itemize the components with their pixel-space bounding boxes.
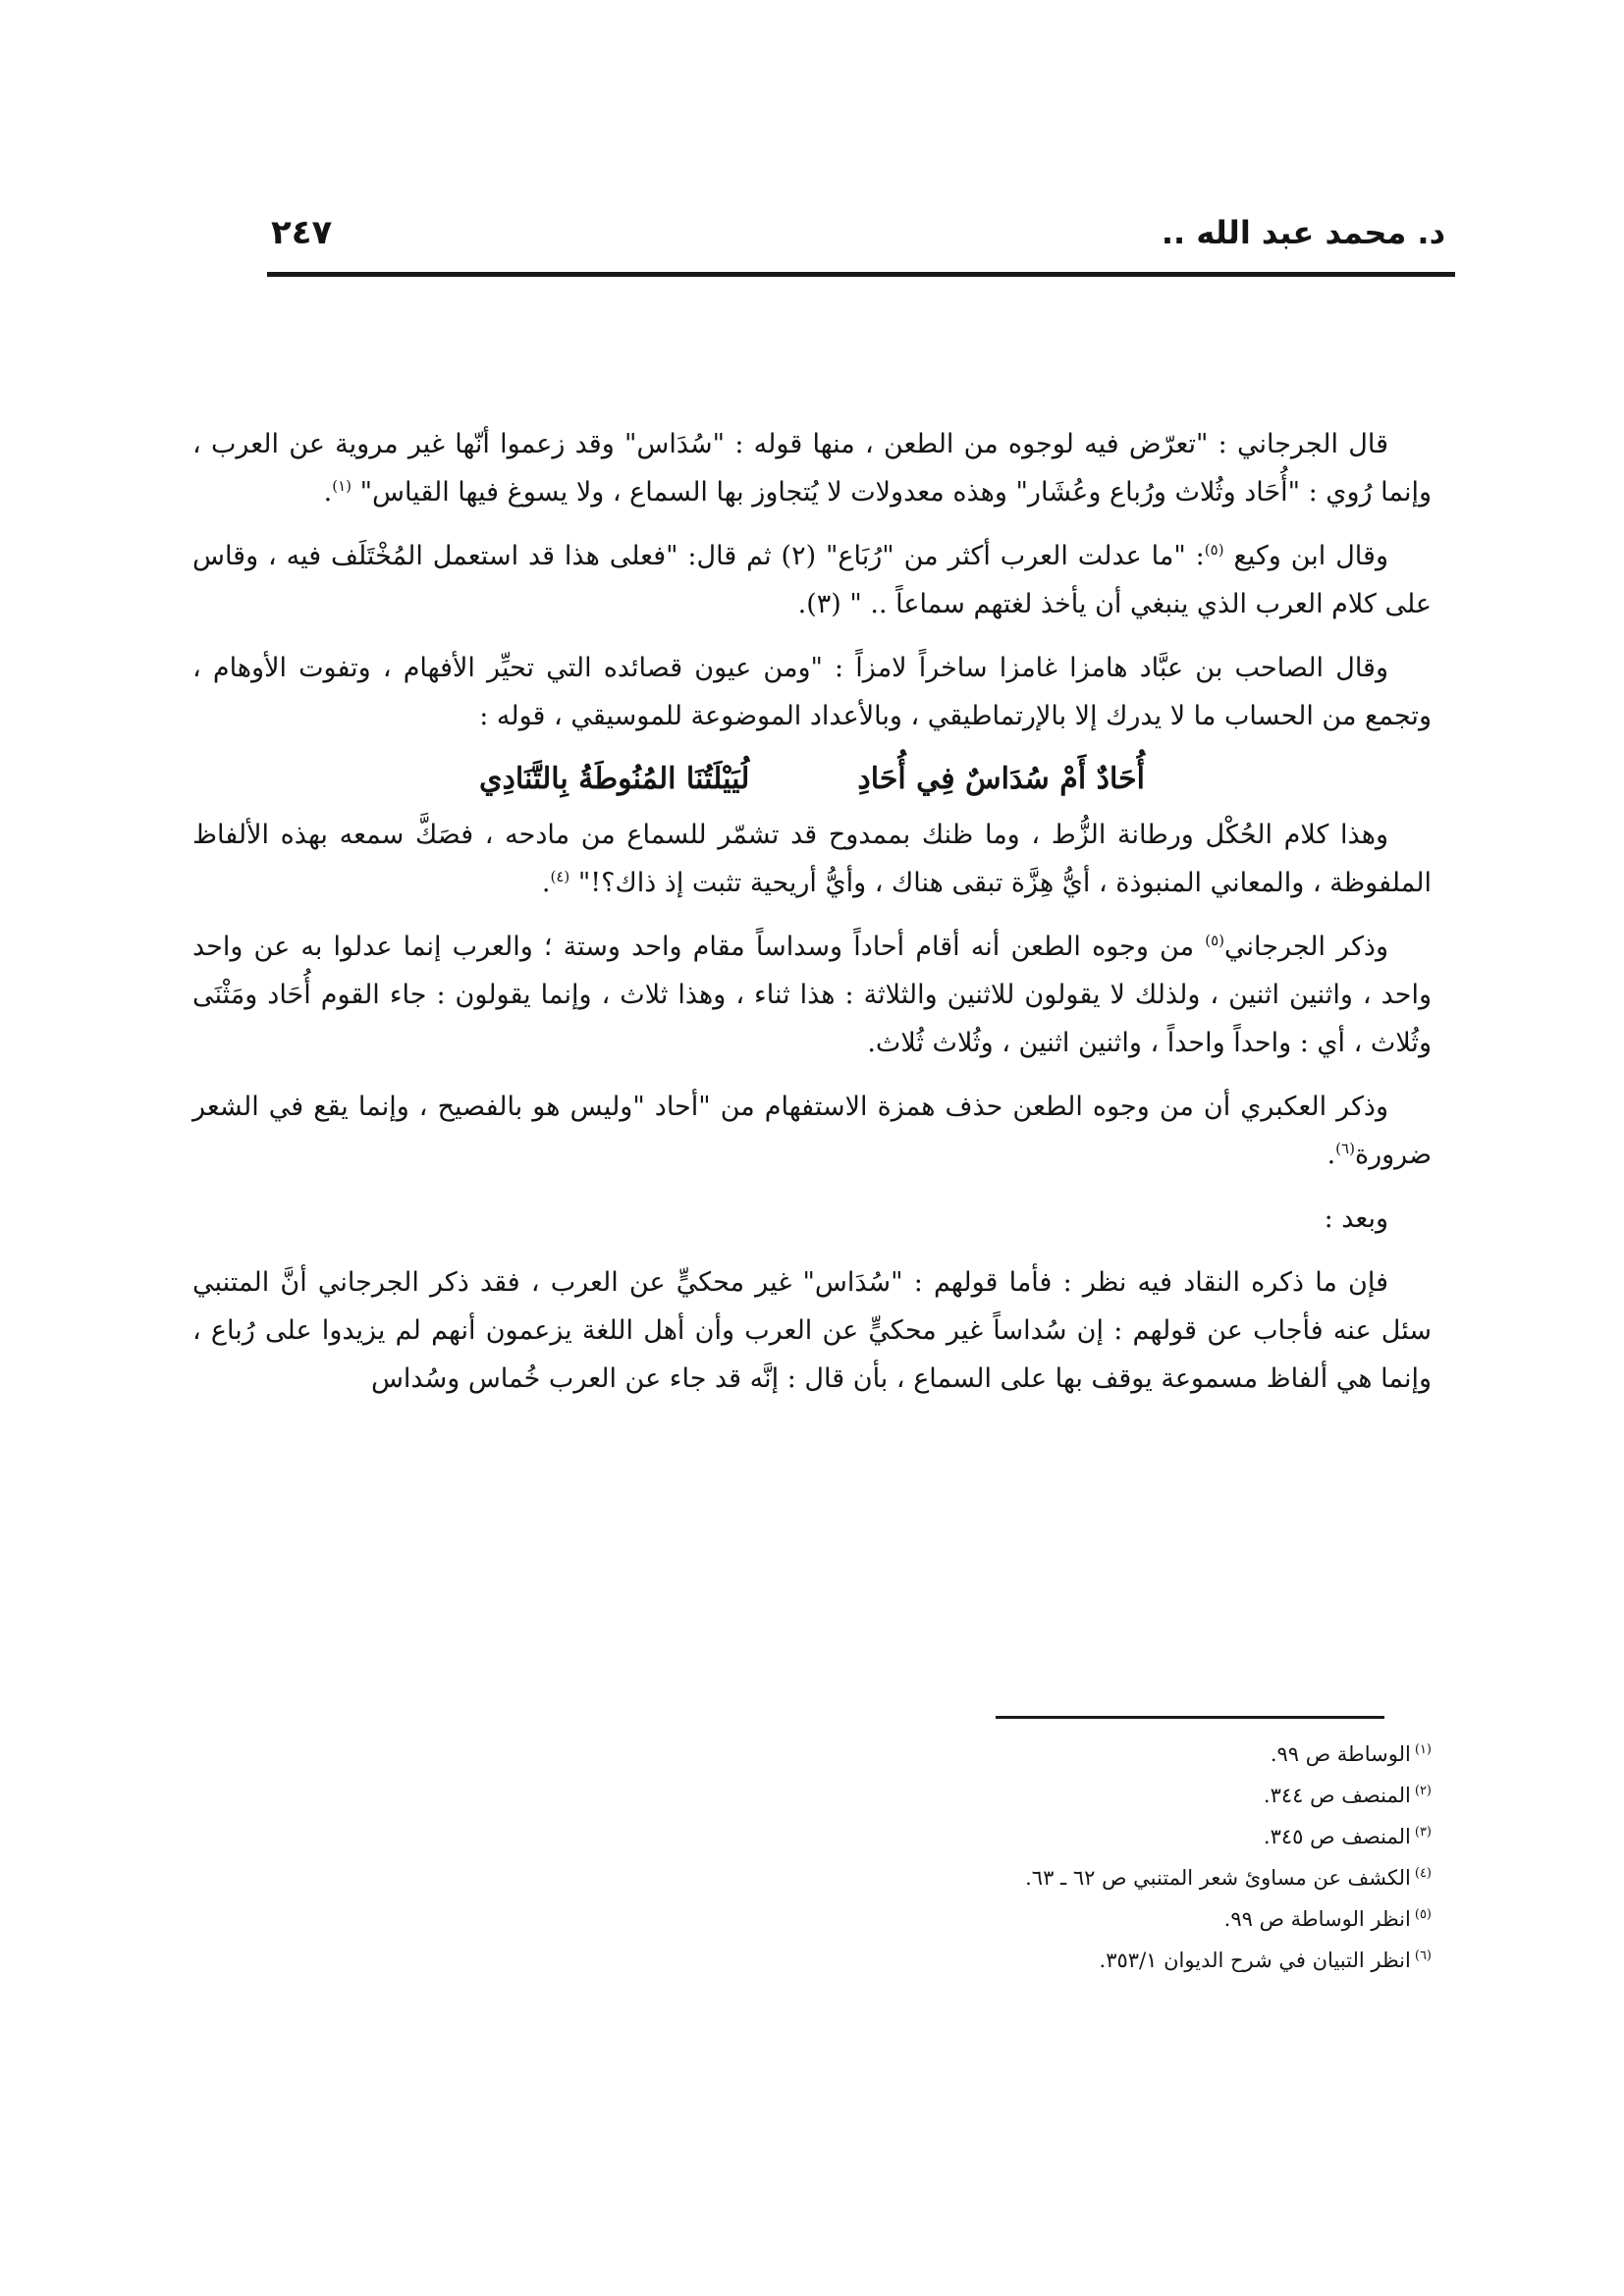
paragraph-7-text: وبعد : xyxy=(1324,1203,1388,1234)
footnote-ref-5a: (٥) xyxy=(1204,541,1224,559)
footnote-4 xyxy=(352,1859,1432,1896)
paragraph-8-text: فإن ما ذكره النقاد فيه نظر : فأما قولهم : "سُدَاس" غير محكيٍّ عن العرب ، فقد ذكر الجرجاني أنَّ المتنبي سئل عنه فأجاب عن قولهم : إن سُداساً غير محكيٍّ عن العرب وأن أهل اللغة يزعمون أنهم لم يزيدوا على رُباع ، وإنما هي ألفاظ مسموعة يوقف بها على السماع ، بأن قال : إنَّه قد جاء عن العرب خُماس وسُداس xyxy=(192,1267,1432,1394)
page-number: ٢٤٧ xyxy=(271,213,333,252)
footnote-ref-6: (٦) xyxy=(1335,1140,1355,1157)
footnote-6-text: انظر التبيان في شرح الديوان ٣٥٣/١. xyxy=(1099,1949,1411,1972)
paragraph-5-tail: من وجوه الطعن أنه أقام أحاداً وسداساً مقام واحد وستة ؛ والعرب إنما عدلوا به عن واحد واحد ، واثنين اثنين ، ولذلك لا يقولون للاثنين والثلاثة : هذا ثناء ، وهذا ثلاث ، وإنما يقولون : جاء القوم أُحَاد ومَثْنَى وثُلاث ، أي : واحداً واحداً ، واثنين اثنين ، وثُلاث ثُلاث. xyxy=(192,932,1432,1058)
paragraph-5 xyxy=(192,923,1432,1067)
paragraph-5-text: وذكر الجرجاني xyxy=(1224,932,1388,962)
footnote-5 xyxy=(352,1900,1432,1938)
running-header xyxy=(267,191,1455,277)
footnotes-list xyxy=(352,1735,1432,1983)
paragraph-3 xyxy=(192,644,1432,740)
paragraph-1 xyxy=(192,420,1432,516)
paragraph-4 xyxy=(192,811,1432,907)
paragraph-4-text: وهذا كلام الحُكْل ورطانة الزُّط ، وما ظنك بممدوح قد تشمّر للسماع من مادحه ، فصَكَّ سمعه بهذه الألفاظ الملفوظة ، والمعاني المنبوذة ، أيُّ هِزَّة تبقى هناك ، وأيُّ أريحية تثبت إذ ذاك؟!" xyxy=(192,820,1432,898)
paragraph-2-tail: : "ما عدلت العرب أكثر من "رُبَاع" (٢) ثم قال: "فعلى هذا قد استعمل المُخْتَلَف فيه ، وقاس على كلام العرب الذي ينبغي أن يأخذ لغتهم سماعاً .. " (٣). xyxy=(192,541,1432,619)
footnote-ref-4: (٤) xyxy=(550,868,570,885)
paragraph-8 xyxy=(192,1258,1432,1403)
paragraph-2 xyxy=(192,532,1432,628)
footnote-6-number: (٦) xyxy=(1414,1949,1432,1963)
verse-hemistich-1: أُحَادٌ أَمْ سُدَاسٌ فِي أُحَادِ xyxy=(857,762,1145,796)
footnote-1-number: (١) xyxy=(1414,1742,1432,1757)
paragraph-1-tail: . xyxy=(323,477,333,507)
poem-verse xyxy=(192,754,1432,805)
footnote-1-text: الوساطة ص ٩٩. xyxy=(1270,1742,1411,1766)
footnote-4-text: الكشف عن مساوئ شعر المتنبي ص ٦٢ ـ ٦٣. xyxy=(1025,1866,1411,1890)
header-author: د. محمد عبد الله .. xyxy=(1161,214,1445,251)
main-text xyxy=(192,420,1432,1418)
footnote-3-text: المنصف ص ٣٤٥. xyxy=(1263,1825,1411,1848)
footnote-6 xyxy=(352,1942,1432,1979)
paragraph-2-text: وقال ابن وكيع xyxy=(1233,541,1388,571)
footnote-3 xyxy=(352,1818,1432,1855)
paragraph-7 xyxy=(192,1195,1432,1243)
paragraph-6-tail: . xyxy=(1326,1140,1336,1170)
paragraph-4-tail: . xyxy=(541,868,551,898)
footnote-divider xyxy=(996,1716,1384,1719)
paragraph-3-text: وقال الصاحب بن عبَّاد هامزا غامزا ساخراً لامزاً : "ومن عيون قصائده التي تحيِّر الأفهام ، وتفوت الأوهام ، وتجمع من الحساب ما لا يدرك إلا بالإرتماطيقي ، وبالأعداد الموضوعة للموسيقي ، قوله : xyxy=(192,653,1432,731)
verse-hemistich-2: لُيَيْلَتُنَا المُنُوطَةُ بِالتَّنَادِي xyxy=(478,762,750,796)
paragraph-6-text: وذكر العكبري أن من وجوه الطعن حذف همزة الاستفهام من "أحاد "وليس هو بالفصيح ، وإنما يقع في الشعر ضرورة xyxy=(192,1092,1432,1170)
footnote-2 xyxy=(352,1777,1432,1814)
footnote-ref-1: (١) xyxy=(332,477,352,495)
footnote-2-number: (٢) xyxy=(1414,1784,1432,1798)
footnote-ref-5b: (٥) xyxy=(1205,932,1225,949)
footnote-2-text: المنصف ص ٣٤٤. xyxy=(1263,1784,1411,1807)
footnote-5-number: (٥) xyxy=(1414,1907,1432,1922)
paragraph-1-text: قال الجرجاني : "تعرّض فيه لوجوه من الطعن ، منها قوله : "سُدَاس" وقد زعموا أنّها غير مروية عن العرب ، وإنما رُوي : "أُحَاد وثُلاث ورُباع وعُشَار" وهذه معدولات لا يُتجاوز بها السماع ، ولا يسوغ فيها القياس" xyxy=(192,429,1432,507)
footnote-3-number: (٣) xyxy=(1414,1825,1432,1840)
footnote-5-text: انظر الوساطة ص ٩٩. xyxy=(1223,1907,1411,1931)
footnote-4-number: (٤) xyxy=(1414,1866,1432,1881)
footnote-1 xyxy=(352,1735,1432,1773)
paragraph-6 xyxy=(192,1083,1432,1179)
